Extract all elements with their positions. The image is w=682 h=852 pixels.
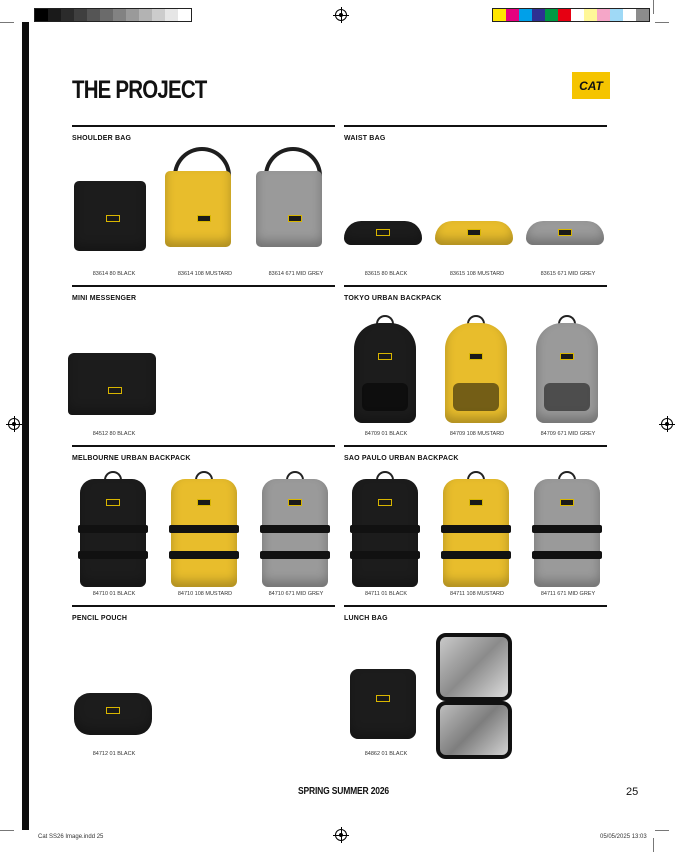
section-title: MINI MESSENGER: [72, 295, 137, 302]
swatch: [178, 9, 191, 21]
cat-logo-icon: CAT: [572, 72, 610, 99]
bleed-bar: [22, 22, 29, 830]
swatch: [113, 9, 126, 21]
registration-mark-left-icon: [8, 418, 20, 430]
strap-bar: [260, 551, 330, 559]
section-title: SHOULDER BAG: [72, 135, 132, 142]
product-code: 84710 108 MUSTARD: [177, 591, 233, 597]
product-image: [352, 479, 418, 587]
swatch: [636, 9, 649, 21]
cat-patch-icon: [106, 707, 120, 714]
section-waist-bag: [344, 125, 607, 142]
product-item: [522, 455, 614, 597]
swatch: [61, 9, 74, 21]
front-pocket: [453, 383, 499, 411]
swatch: [35, 9, 48, 21]
product-item: [68, 615, 160, 757]
strap-bar: [169, 551, 239, 559]
swatch: [152, 9, 165, 21]
product-code: 84709 671 MID GREY: [540, 431, 596, 437]
section-title: SAO PAULO URBAN BACKPACK: [344, 455, 459, 462]
swatch: [165, 9, 178, 21]
section-title: TOKYO URBAN BACKPACK: [344, 295, 442, 302]
strap-bar: [78, 551, 148, 559]
swatch: [506, 9, 519, 21]
product-image: [534, 479, 600, 587]
cat-patch-icon: [560, 353, 574, 360]
cat-patch-icon: [469, 499, 483, 506]
product-code: 83615 80 BLACK: [364, 271, 408, 277]
swatch: [519, 9, 532, 21]
swatch: [126, 9, 139, 21]
section-title: WAIST BAG: [344, 135, 386, 142]
registration-mark-bottom-icon: [335, 829, 347, 841]
product-code: 83614 108 MUSTARD: [177, 271, 233, 277]
swatch: [584, 9, 597, 21]
product-code: 84512 80 BLACK: [92, 431, 136, 437]
product-code: 84709 01 BLACK: [364, 431, 408, 437]
product-code: 83615 671 MID GREY: [540, 271, 596, 277]
cat-patch-icon: [106, 499, 120, 506]
product-code: 83614 80 BLACK: [92, 271, 136, 277]
swatch: [74, 9, 87, 21]
front-pocket: [544, 383, 590, 411]
swatch: [532, 9, 545, 21]
swatch: [571, 9, 584, 21]
lid: [436, 633, 512, 701]
product-code: 84711 108 MUSTARD: [450, 591, 504, 597]
product-code: 84709 108 MUSTARD: [449, 431, 505, 437]
swatch: [48, 9, 61, 21]
section-mini-messenger: [72, 285, 335, 302]
product-code: 84711 671 MID GREY: [540, 591, 596, 597]
product-code: 83615 108 MUSTARD: [449, 271, 505, 277]
product-code: 83614 671 MID GREY: [268, 271, 324, 277]
page-number: 25: [626, 786, 639, 798]
section-tokyo-backpack: [344, 285, 607, 302]
product-item: [431, 295, 523, 437]
insulated-compartment: [436, 701, 512, 759]
product-code: 84710 671 MID GREY: [268, 591, 324, 597]
section-sao-paulo-backpack: [344, 445, 607, 462]
crop-mark: [653, 0, 654, 14]
cat-patch-icon: [376, 695, 390, 702]
crop-mark: [0, 22, 14, 23]
section-shoulder-bag: [72, 125, 335, 142]
product-item: [431, 135, 523, 277]
swatch: [623, 9, 636, 21]
strap-bar: [169, 525, 239, 533]
strap-bar: [532, 525, 602, 533]
crop-mark: [653, 838, 654, 852]
cat-patch-icon: [108, 387, 122, 394]
swatch: [597, 9, 610, 21]
product-code: 84712 01 BLACK: [92, 751, 136, 757]
strap-bar: [441, 525, 511, 533]
section-melbourne-backpack: [72, 445, 335, 462]
strap-bar: [350, 525, 420, 533]
cat-patch-icon: [106, 215, 120, 222]
cat-patch-icon: [560, 499, 574, 506]
section-title: PENCIL POUCH: [72, 615, 128, 622]
swatch: [545, 9, 558, 21]
page-title: THE PROJECT: [72, 76, 207, 104]
product-item: [68, 135, 160, 277]
season-title: SPRING SUMMER 2026: [298, 786, 389, 797]
crop-mark: [655, 830, 669, 831]
registration-mark-right-icon: [661, 418, 673, 430]
product-item: [522, 135, 614, 277]
product-item: [340, 455, 432, 597]
crop-mark: [0, 830, 14, 831]
product-code: 84710 01 BLACK: [92, 591, 136, 597]
strap-bar: [350, 551, 420, 559]
swatch: [493, 9, 506, 21]
product-image: [165, 171, 231, 247]
product-image: [74, 693, 152, 735]
product-item: [68, 295, 160, 437]
swatch: [87, 9, 100, 21]
crop-mark: [655, 22, 669, 23]
cat-patch-icon: [469, 353, 483, 360]
cat-patch-icon: [376, 229, 390, 236]
cat-patch-icon: [288, 499, 302, 506]
product-item: [68, 455, 160, 597]
product-item: [159, 135, 251, 277]
section-lunch-bag: [344, 605, 607, 622]
cat-patch-icon: [288, 215, 302, 222]
section-title: LUNCH BAG: [344, 615, 388, 622]
product-item: [340, 615, 520, 757]
product-image: [256, 171, 322, 247]
strap-bar: [260, 525, 330, 533]
cat-patch-icon: [378, 499, 392, 506]
product-code: 84862 01 BLACK: [364, 751, 408, 757]
swatch: [610, 9, 623, 21]
product-image: [443, 479, 509, 587]
product-item: [522, 295, 614, 437]
swatch: [558, 9, 571, 21]
slug-timestamp: 05/05/2025 13:03: [600, 834, 647, 840]
product-image: [80, 479, 146, 587]
gray-swatch-strip: [34, 8, 192, 22]
product-item: [159, 455, 251, 597]
product-item: [250, 135, 342, 277]
product-image: [171, 479, 237, 587]
section-title: MELBOURNE URBAN BACKPACK: [72, 455, 191, 462]
product-item: [250, 455, 342, 597]
strap-bar: [78, 525, 148, 533]
registration-mark-top-icon: [335, 9, 347, 21]
section-pencil-pouch: [72, 605, 335, 622]
product-item: [340, 135, 432, 277]
product-image: [350, 669, 416, 739]
cat-patch-icon: [378, 353, 392, 360]
cat-patch-icon: [197, 215, 211, 222]
product-code: 84711 01 BLACK: [364, 591, 408, 597]
lunch-bag-open-image: [436, 633, 512, 763]
color-swatch-strip: [492, 8, 650, 22]
slug-filename: Cat SS26 Image.indd 25: [38, 834, 104, 840]
swatch: [139, 9, 152, 21]
product-image: [68, 353, 156, 415]
swatch: [100, 9, 113, 21]
product-item: [431, 455, 523, 597]
strap-bar: [532, 551, 602, 559]
cat-patch-icon: [558, 229, 572, 236]
cat-patch-icon: [467, 229, 481, 236]
product-image: [262, 479, 328, 587]
cat-patch-icon: [197, 499, 211, 506]
product-item: [340, 295, 432, 437]
front-pocket: [362, 383, 408, 411]
strap-bar: [441, 551, 511, 559]
